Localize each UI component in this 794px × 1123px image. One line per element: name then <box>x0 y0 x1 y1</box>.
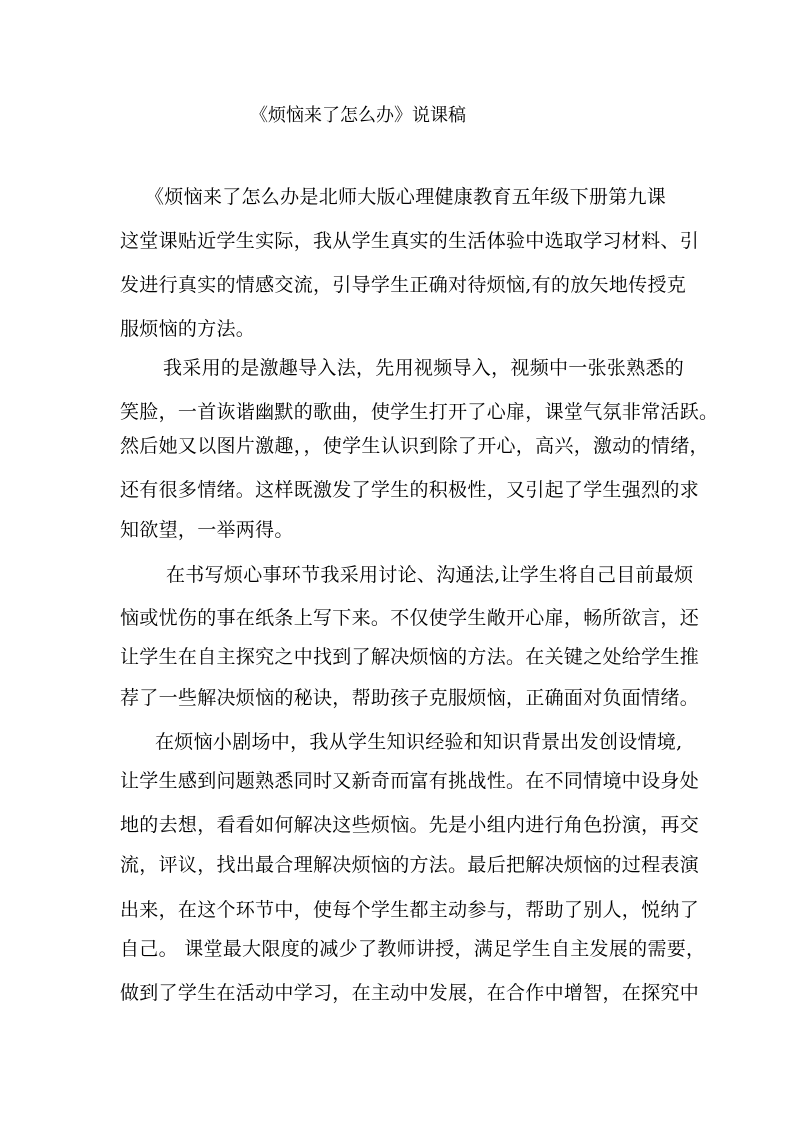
paragraph-4-line-2: 让学生感到问题熟悉同时又新奇而富有挑战性。在不同情境中设身处 <box>120 770 700 792</box>
paragraph-1-line-2: 这堂课贴近学生实际，我从学生真实的生活体验中选取学习材料、引 <box>120 230 700 252</box>
paragraph-4-line-5: 出来，在这个环节中，使每个学生都主动参与，帮助了别人，悦纳了 <box>120 899 700 921</box>
paragraph-4-line-3: 地的去想，看看如何解决这些烦恼。先是小组内进行角色扮演，再交 <box>120 814 700 836</box>
paragraph-2-line-3: 然后她又以图片激趣，，使学生认识到除了开心，高兴，激动的情绪， <box>120 435 709 457</box>
paragraph-2-line-2: 笑脸，一首诙谐幽默的歌曲，使学生打开了心扉，课堂气氛非常活跃。 <box>120 401 719 423</box>
paragraph-3-line-4: 荐了一些解决烦恼的秘诀，帮助孩子克服烦恼，正确面对负面情绪。 <box>120 687 700 709</box>
paragraph-3-line-1: 在书写烦心事环节我采用讨论、沟通法,让学生将自己目前最烦 <box>166 564 694 586</box>
document-title: 《烦恼来了怎么办》说课稿 <box>250 105 466 126</box>
paragraph-4-line-1: 在烦恼小剧场中，我从学生知识经验和知识背景出发创设情境, <box>155 731 683 753</box>
paragraph-4-line-4: 流，评议，找出最合理解决烦恼的方法。最后把解决烦恼的过程表演 <box>120 854 700 876</box>
paragraph-1-line-4: 服烦恼的方法。 <box>120 318 256 340</box>
paragraph-1-line-3: 发进行真实的情感交流，引导学生正确对待烦恼,有的放矢地传授克 <box>120 274 687 296</box>
paragraph-2-line-4: 还有很多情绪。这样既激发了学生的积极性，又引起了学生强烈的求 <box>120 479 700 501</box>
paragraph-2-line-5: 知欲望，一举两得。 <box>120 519 294 541</box>
paragraph-1-line-1: 《烦恼来了怎么办是北师大版心理健康教育五年级下册第九课 <box>145 186 667 208</box>
paragraph-3-line-2: 恼或忧伤的事在纸条上写下来。不仅使学生敞开心扉，畅所欲言，还 <box>120 607 700 629</box>
paragraph-4-line-6: 自己。 课堂最大限度的减少了教师讲授，满足学生自主发展的需要， <box>120 938 706 960</box>
paragraph-3-line-3: 让学生在自主探究之中找到了解决烦恼的方法。在关键之处给学生推 <box>120 646 700 668</box>
paragraph-4-line-7: 做到了学生在活动中学习，在主动中发展，在合作中增智，在探究中 <box>120 982 700 1004</box>
paragraph-2-line-1: 我采用的是激趣导入法，先用视频导入，视频中一张张熟悉的 <box>163 357 685 379</box>
